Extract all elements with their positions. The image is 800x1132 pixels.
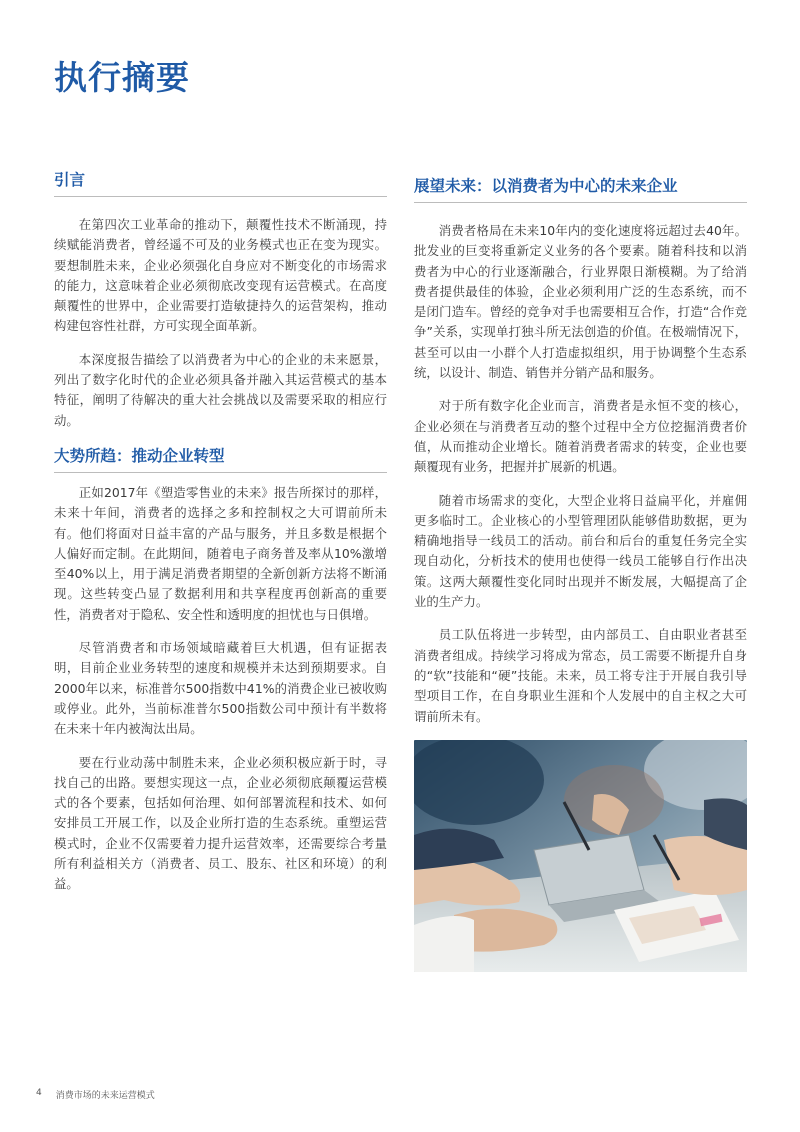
paragraph: 员工队伍将进一步转型，由内部员工、自由职业者甚至消费者组成。持续学习将成为常态，员工需要不断提升自身的“软”技能和“硬”技能。未来，员工将专注于开展自我引导型项目工作，在自身职业生涯和个人发展中的自主权之大可谓前所未有。 [414, 627, 747, 724]
right-column [414, 168, 747, 972]
paragraph: 正如2017年《塑造零售业的未来》报告所探讨的那样，未来十年间，消费者的选择之多和控制权之大可谓前所未有。他们将面对日益丰富的产品与服务，并且多数是根据个人偏好而定制。在此期间，随着电子商务普及率从10%激增至40%以上，用于满足消费者期望的全新创新方法将不断涌现。这些转变凸显了数据利用和共享程度再创新高的重要性，消费者对于隐私、安全性和透明度的担忧也与日俱增。 [54, 484, 387, 622]
paragraph: 在第四次工业革命的推动下，颠覆性技术不断涌现，持续赋能消费者，曾经遥不可及的业务模式也正在变为现实。要想制胜未来，企业必须强化自身应对不断变化的市场需求的能力，这意味着企业必须彻底改变现有运营模式。在高度颠覆性的世界中，企业需要打造敏捷持久的运营架构，推动构建包容性社群，方可实现全面革新。 [54, 217, 387, 334]
section-heading-trend: 大势所趋：推动企业转型 [54, 444, 387, 473]
page-title: 执行摘要 [54, 58, 190, 97]
report-name: 消费市场的未来运营模式 [55, 1091, 155, 1101]
left-column [54, 168, 387, 908]
paragraph: 随着市场需求的变化，大型企业将日益扁平化，并雇佣更多临时工。企业核心的小型管理团队能够借助数据，更为精确地指导一线员工的活动。前台和后台的重复任务完全实现自动化，分析技术的使用也使得一线员工能够自行作出决策。这两大颠覆性变化同时出现并不断发展，大幅提高了企业的生产力。 [414, 492, 747, 610]
page-number: 4 [36, 1088, 42, 1098]
section-heading-introduction: 引言 [54, 168, 387, 197]
paragraph: 尽管消费者和市场领域暗藏着巨大机遇，但有证据表明，目前企业业务转型的速度和规模并未达到预期要求。自2000年以来，标准普尔500指数中41%的消费企业已被收购或停业。此外，当前标准普尔500指数公司中预计有半数将在未来十年内被淘汰出局。 [54, 640, 387, 737]
paragraph: 要在行业动荡中制胜未来，企业必须积极应新于时，寻找自己的出路。要想实现这一点，企业必须彻底颠覆运营模式的各个要素，包括如何治理、如何部署流程和技术、如何安排员工开展工作，以及企业所打造的生态系统。重塑运营模式时，企业不仅需要着力提升运营效率，还需要综合考量所有利益相关方（消费者、员工、股东、社区和环境）的利益。 [54, 754, 387, 892]
team-meeting-photo [414, 740, 747, 972]
page-footer [36, 1088, 155, 1101]
paragraph: 本深度报告描绘了以消费者为中心的企业的未来愿景，列出了数字化时代的企业必须具备并融入其运营模式的基本特征，阐明了待解决的重大社会挑战以及需要采取的相应行动。 [54, 351, 387, 428]
section-heading-outlook: 展望未来：以消费者为中心的未来企业 [414, 174, 747, 203]
paragraph: 对于所有数字化企业而言，消费者是永恒不变的核心，企业必须在与消费者互动的整个过程中全方位挖掘消费者价值，从而推动企业增长。随着消费者需求的转变，企业也要颠覆现有业务，把握并扩展新的机遇。 [414, 398, 747, 475]
paragraph: 消费者格局在未来10年内的变化速度将远超过去40年。批发业的巨变将重新定义业务的各个要素。随着科技和以消费者为中心的行业逐渐融合，行业界限日渐模糊。为了给消费者提供最佳的体验，企业必须利用广泛的生态系统，而不是闭门造车。曾经的竞争对手也需要相互合作，打造“合作竞争”关系，实现单打独斗所无法创造的价值。在极端情况下，甚至可以由一小群个人打造虚拟组织，用于协调整个生态系统，以设计、制造、销售并分销产品和服务。 [414, 223, 747, 381]
